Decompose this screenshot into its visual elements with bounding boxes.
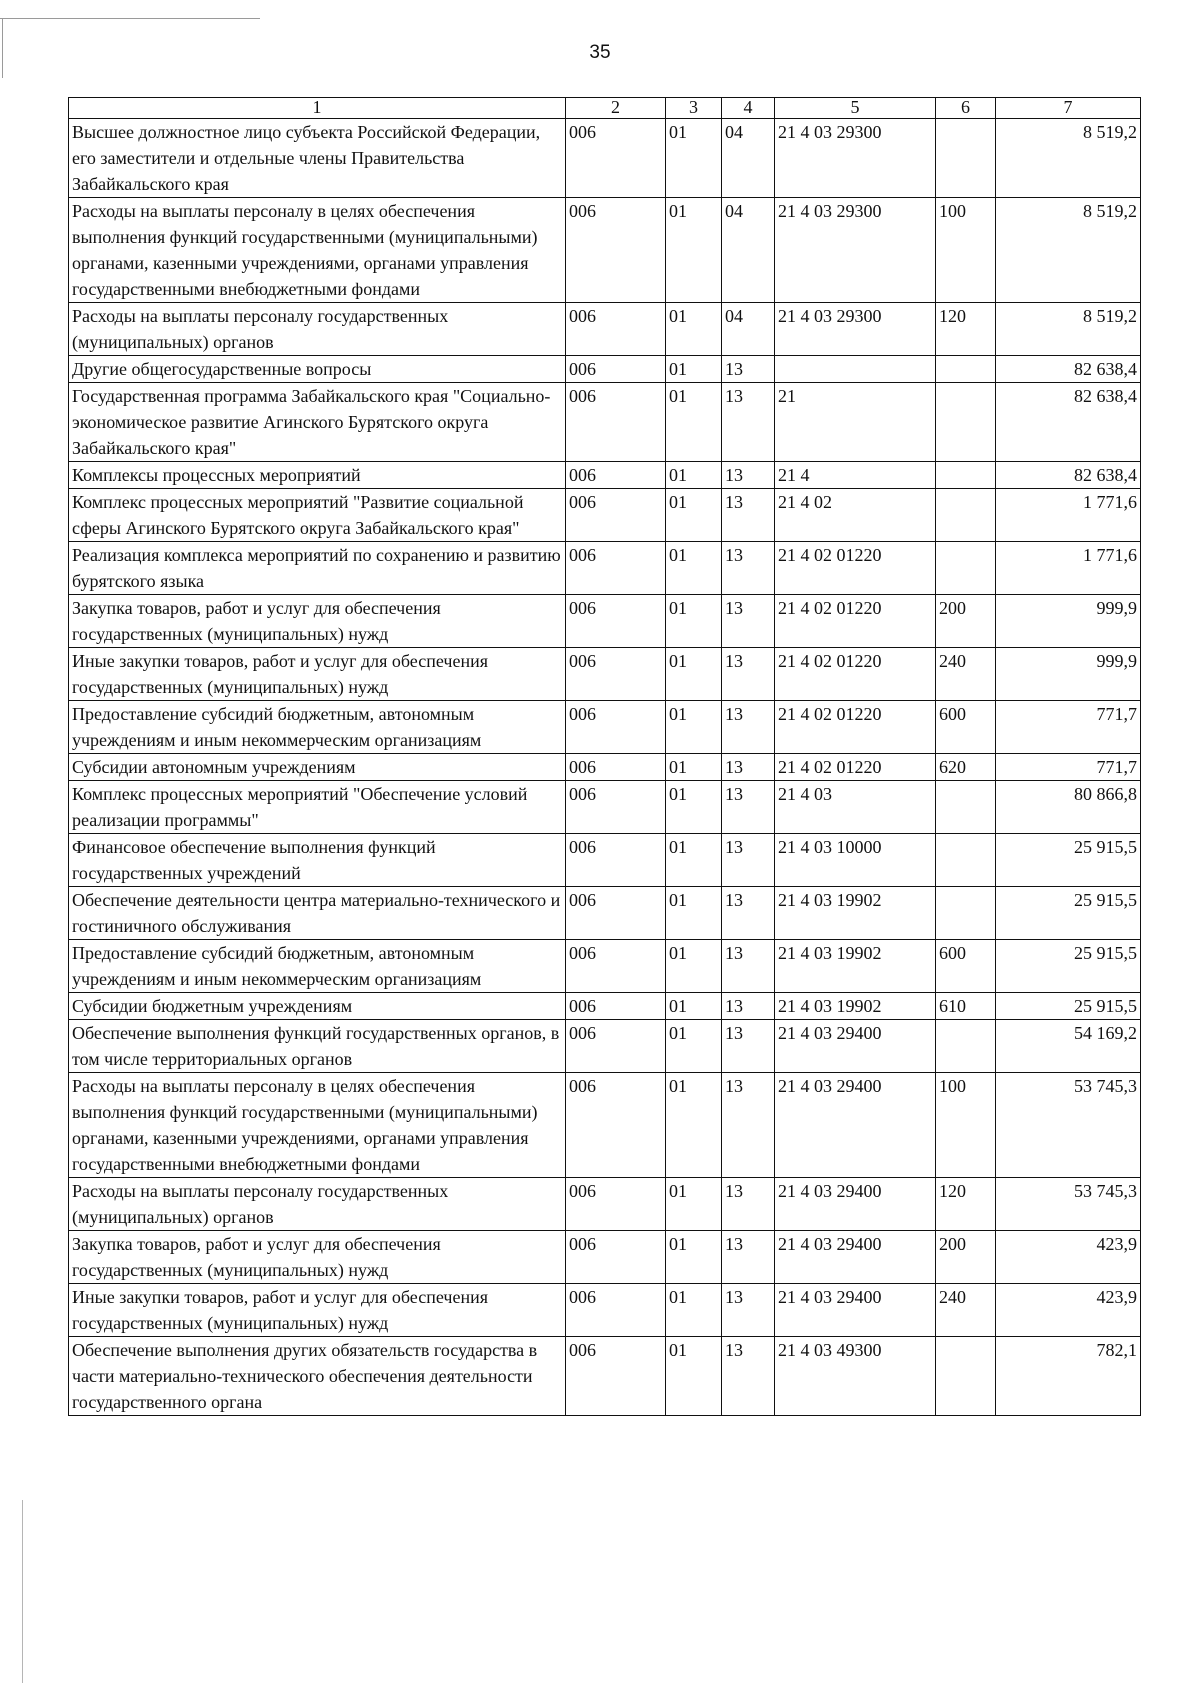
target-code-cell: 21 4 03 xyxy=(775,781,936,834)
expense-type-cell: 600 xyxy=(936,701,996,754)
row-name-cell: Комплекс процессных мероприятий "Обеспечение условий реализации программы" xyxy=(69,781,566,834)
row-name-cell: Закупка товаров, работ и услуг для обеспечения государственных (муниципальных) нужд xyxy=(69,1231,566,1284)
amount-cell: 25 915,5 xyxy=(996,993,1141,1020)
ministry-code-cell: 006 xyxy=(566,1231,666,1284)
section-code-cell: 01 xyxy=(666,1284,722,1337)
amount-cell: 25 915,5 xyxy=(996,887,1141,940)
column-header: 2 xyxy=(566,98,666,119)
row-name-cell: Комплексы процессных мероприятий xyxy=(69,462,566,489)
table-row xyxy=(69,489,1141,542)
expense-type-cell: 100 xyxy=(936,1073,996,1178)
subsection-code-cell: 13 xyxy=(722,834,775,887)
subsection-code-cell: 13 xyxy=(722,1337,775,1416)
expense-type-cell xyxy=(936,1020,996,1073)
section-code-cell: 01 xyxy=(666,648,722,701)
amount-cell: 771,7 xyxy=(996,754,1141,781)
row-name-cell: Иные закупки товаров, работ и услуг для обеспечения государственных (муниципальных) нужд xyxy=(69,1284,566,1337)
section-code-cell: 01 xyxy=(666,356,722,383)
column-header: 1 xyxy=(69,98,566,119)
ministry-code-cell: 006 xyxy=(566,887,666,940)
table-row xyxy=(69,542,1141,595)
section-code-cell: 01 xyxy=(666,383,722,462)
ministry-code-cell: 006 xyxy=(566,356,666,383)
target-code-cell: 21 4 03 19902 xyxy=(775,887,936,940)
subsection-code-cell: 04 xyxy=(722,303,775,356)
amount-cell: 25 915,5 xyxy=(996,834,1141,887)
row-name-cell: Обеспечение деятельности центра материально-технического и гостиничного обслуживания xyxy=(69,887,566,940)
expense-type-cell xyxy=(936,542,996,595)
subsection-code-cell: 13 xyxy=(722,648,775,701)
table-row xyxy=(69,1020,1141,1073)
table-row xyxy=(69,993,1141,1020)
ministry-code-cell: 006 xyxy=(566,781,666,834)
subsection-code-cell: 04 xyxy=(722,198,775,303)
subsection-code-cell: 13 xyxy=(722,1178,775,1231)
target-code-cell: 21 4 02 01220 xyxy=(775,595,936,648)
subsection-code-cell: 13 xyxy=(722,940,775,993)
expense-type-cell xyxy=(936,119,996,198)
target-code-cell: 21 4 02 01220 xyxy=(775,701,936,754)
row-name-cell: Расходы на выплаты персоналу в целях обеспечения выполнения функций государственными (муниципальными) органами, казенными учреждениями, органами управления государственными внебюджетными фондами xyxy=(69,1073,566,1178)
table-row xyxy=(69,198,1141,303)
section-code-cell: 01 xyxy=(666,119,722,198)
target-code-cell xyxy=(775,356,936,383)
table-row xyxy=(69,1231,1141,1284)
row-name-cell: Субсидии автономным учреждениям xyxy=(69,754,566,781)
row-name-cell: Обеспечение выполнения функций государственных органов, в том числе территориальных органов xyxy=(69,1020,566,1073)
expense-type-cell: 240 xyxy=(936,1284,996,1337)
section-code-cell: 01 xyxy=(666,993,722,1020)
target-code-cell: 21 4 03 29400 xyxy=(775,1020,936,1073)
amount-cell: 782,1 xyxy=(996,1337,1141,1416)
subsection-code-cell: 13 xyxy=(722,1284,775,1337)
section-code-cell: 01 xyxy=(666,940,722,993)
subsection-code-cell: 13 xyxy=(722,595,775,648)
page-number: 35 xyxy=(589,42,611,63)
subsection-code-cell: 04 xyxy=(722,119,775,198)
row-name-cell: Государственная программа Забайкальского края "Социально-экономическое развитие Агинского Бурятского округа Забайкальского края" xyxy=(69,383,566,462)
column-header: 6 xyxy=(936,98,996,119)
expense-type-cell: 240 xyxy=(936,648,996,701)
amount-cell: 82 638,4 xyxy=(996,356,1141,383)
table-row xyxy=(69,940,1141,993)
section-code-cell: 01 xyxy=(666,542,722,595)
table-row xyxy=(69,781,1141,834)
table-row xyxy=(69,754,1141,781)
column-number-row xyxy=(69,98,1141,119)
row-name-cell: Расходы на выплаты персоналу государственных (муниципальных) органов xyxy=(69,303,566,356)
section-code-cell: 01 xyxy=(666,701,722,754)
table-row xyxy=(69,462,1141,489)
subsection-code-cell: 13 xyxy=(722,1073,775,1178)
subsection-code-cell: 13 xyxy=(722,462,775,489)
table-row xyxy=(69,595,1141,648)
target-code-cell: 21 4 02 01220 xyxy=(775,754,936,781)
table-row xyxy=(69,887,1141,940)
expense-type-cell xyxy=(936,887,996,940)
expense-type-cell: 620 xyxy=(936,754,996,781)
amount-cell: 423,9 xyxy=(996,1284,1141,1337)
amount-cell: 8 519,2 xyxy=(996,119,1141,198)
column-header: 5 xyxy=(775,98,936,119)
subsection-code-cell: 13 xyxy=(722,356,775,383)
target-code-cell: 21 4 xyxy=(775,462,936,489)
section-code-cell: 01 xyxy=(666,1337,722,1416)
table-row xyxy=(69,648,1141,701)
ministry-code-cell: 006 xyxy=(566,595,666,648)
table-row xyxy=(69,1337,1141,1416)
budget-table xyxy=(68,97,1141,1416)
expense-type-cell: 120 xyxy=(936,303,996,356)
target-code-cell: 21 4 03 19902 xyxy=(775,993,936,1020)
amount-cell: 53 745,3 xyxy=(996,1073,1141,1178)
target-code-cell: 21 4 03 29400 xyxy=(775,1284,936,1337)
target-code-cell: 21 4 03 19902 xyxy=(775,940,936,993)
section-code-cell: 01 xyxy=(666,489,722,542)
expense-type-cell: 200 xyxy=(936,1231,996,1284)
row-name-cell: Высшее должностное лицо субъекта Российской Федерации, его заместители и отдельные члены Правительства Забайкальского края xyxy=(69,119,566,198)
target-code-cell: 21 4 03 29300 xyxy=(775,198,936,303)
table-row xyxy=(69,119,1141,198)
target-code-cell: 21 4 03 29400 xyxy=(775,1178,936,1231)
ministry-code-cell: 006 xyxy=(566,383,666,462)
amount-cell: 8 519,2 xyxy=(996,198,1141,303)
row-name-cell: Реализация комплекса мероприятий по сохранению и развитию бурятского языка xyxy=(69,542,566,595)
amount-cell: 1 771,6 xyxy=(996,542,1141,595)
section-code-cell: 01 xyxy=(666,303,722,356)
subsection-code-cell: 13 xyxy=(722,781,775,834)
expense-type-cell xyxy=(936,781,996,834)
expense-type-cell: 200 xyxy=(936,595,996,648)
row-name-cell: Комплекс процессных мероприятий "Развитие социальной сферы Агинского Бурятского округа Забайкальского края" xyxy=(69,489,566,542)
ministry-code-cell: 006 xyxy=(566,1178,666,1231)
ministry-code-cell: 006 xyxy=(566,198,666,303)
amount-cell: 423,9 xyxy=(996,1231,1141,1284)
row-name-cell: Расходы на выплаты персоналу государственных (муниципальных) органов xyxy=(69,1178,566,1231)
row-name-cell: Предоставление субсидий бюджетным, автономным учреждениям и иным некоммерческим организациям xyxy=(69,940,566,993)
scan-corner-line xyxy=(0,18,260,19)
amount-cell: 82 638,4 xyxy=(996,462,1141,489)
expense-type-cell xyxy=(936,462,996,489)
subsection-code-cell: 13 xyxy=(722,542,775,595)
section-code-cell: 01 xyxy=(666,1020,722,1073)
target-code-cell: 21 4 02 01220 xyxy=(775,648,936,701)
expense-type-cell xyxy=(936,1337,996,1416)
ministry-code-cell: 006 xyxy=(566,303,666,356)
row-name-cell: Обеспечение выполнения других обязательств государства в части материально-технического обеспечения деятельности государственного органа xyxy=(69,1337,566,1416)
expense-type-cell xyxy=(936,383,996,462)
subsection-code-cell: 13 xyxy=(722,754,775,781)
amount-cell: 8 519,2 xyxy=(996,303,1141,356)
target-code-cell: 21 4 03 29300 xyxy=(775,119,936,198)
subsection-code-cell: 13 xyxy=(722,489,775,542)
section-code-cell: 01 xyxy=(666,887,722,940)
row-name-cell: Закупка товаров, работ и услуг для обеспечения государственных (муниципальных) нужд xyxy=(69,595,566,648)
subsection-code-cell: 13 xyxy=(722,383,775,462)
subsection-code-cell: 13 xyxy=(722,701,775,754)
table-row xyxy=(69,1284,1141,1337)
ministry-code-cell: 006 xyxy=(566,1284,666,1337)
amount-cell: 25 915,5 xyxy=(996,940,1141,993)
table-row xyxy=(69,701,1141,754)
ministry-code-cell: 006 xyxy=(566,119,666,198)
amount-cell: 999,9 xyxy=(996,595,1141,648)
section-code-cell: 01 xyxy=(666,198,722,303)
expense-type-cell xyxy=(936,356,996,383)
ministry-code-cell: 006 xyxy=(566,542,666,595)
row-name-cell: Субсидии бюджетным учреждениям xyxy=(69,993,566,1020)
amount-cell: 53 745,3 xyxy=(996,1178,1141,1231)
subsection-code-cell: 13 xyxy=(722,993,775,1020)
target-code-cell: 21 4 02 xyxy=(775,489,936,542)
section-code-cell: 01 xyxy=(666,754,722,781)
target-code-cell: 21 4 02 01220 xyxy=(775,542,936,595)
column-header: 4 xyxy=(722,98,775,119)
row-name-cell: Иные закупки товаров, работ и услуг для обеспечения государственных (муниципальных) нужд xyxy=(69,648,566,701)
row-name-cell: Финансовое обеспечение выполнения функций государственных учреждений xyxy=(69,834,566,887)
column-header: 3 xyxy=(666,98,722,119)
ministry-code-cell: 006 xyxy=(566,1020,666,1073)
section-code-cell: 01 xyxy=(666,1073,722,1178)
ministry-code-cell: 006 xyxy=(566,489,666,542)
expense-type-cell: 600 xyxy=(936,940,996,993)
expense-type-cell: 610 xyxy=(936,993,996,1020)
table-row xyxy=(69,356,1141,383)
section-code-cell: 01 xyxy=(666,781,722,834)
target-code-cell: 21 4 03 49300 xyxy=(775,1337,936,1416)
section-code-cell: 01 xyxy=(666,1231,722,1284)
amount-cell: 771,7 xyxy=(996,701,1141,754)
amount-cell: 999,9 xyxy=(996,648,1141,701)
amount-cell: 82 638,4 xyxy=(996,383,1141,462)
ministry-code-cell: 006 xyxy=(566,462,666,489)
section-code-cell: 01 xyxy=(666,1178,722,1231)
ministry-code-cell: 006 xyxy=(566,940,666,993)
ministry-code-cell: 006 xyxy=(566,701,666,754)
table-row xyxy=(69,383,1141,462)
ministry-code-cell: 006 xyxy=(566,993,666,1020)
target-code-cell: 21 4 03 29400 xyxy=(775,1073,936,1178)
table-row xyxy=(69,1073,1141,1178)
ministry-code-cell: 006 xyxy=(566,648,666,701)
ministry-code-cell: 006 xyxy=(566,1073,666,1178)
scan-edge-line xyxy=(22,1500,23,1683)
subsection-code-cell: 13 xyxy=(722,887,775,940)
target-code-cell: 21 4 03 10000 xyxy=(775,834,936,887)
row-name-cell: Предоставление субсидий бюджетным, автономным учреждениям и иным некоммерческим организациям xyxy=(69,701,566,754)
row-name-cell: Расходы на выплаты персоналу в целях обеспечения выполнения функций государственными (муниципальными) органами, казенными учреждениями, органами управления государственными внебюджетными фондами xyxy=(69,198,566,303)
section-code-cell: 01 xyxy=(666,834,722,887)
expense-type-cell xyxy=(936,489,996,542)
ministry-code-cell: 006 xyxy=(566,754,666,781)
column-header: 7 xyxy=(996,98,1141,119)
table-row xyxy=(69,1178,1141,1231)
target-code-cell: 21 4 03 29400 xyxy=(775,1231,936,1284)
expense-type-cell: 100 xyxy=(936,198,996,303)
ministry-code-cell: 006 xyxy=(566,834,666,887)
expense-type-cell: 120 xyxy=(936,1178,996,1231)
section-code-cell: 01 xyxy=(666,462,722,489)
target-code-cell: 21 xyxy=(775,383,936,462)
amount-cell: 54 169,2 xyxy=(996,1020,1141,1073)
amount-cell: 80 866,8 xyxy=(996,781,1141,834)
table-body xyxy=(69,119,1141,1416)
subsection-code-cell: 13 xyxy=(722,1020,775,1073)
subsection-code-cell: 13 xyxy=(722,1231,775,1284)
table-row xyxy=(69,834,1141,887)
ministry-code-cell: 006 xyxy=(566,1337,666,1416)
amount-cell: 1 771,6 xyxy=(996,489,1141,542)
expense-type-cell xyxy=(936,834,996,887)
section-code-cell: 01 xyxy=(666,595,722,648)
target-code-cell: 21 4 03 29300 xyxy=(775,303,936,356)
row-name-cell: Другие общегосударственные вопросы xyxy=(69,356,566,383)
table-row xyxy=(69,303,1141,356)
